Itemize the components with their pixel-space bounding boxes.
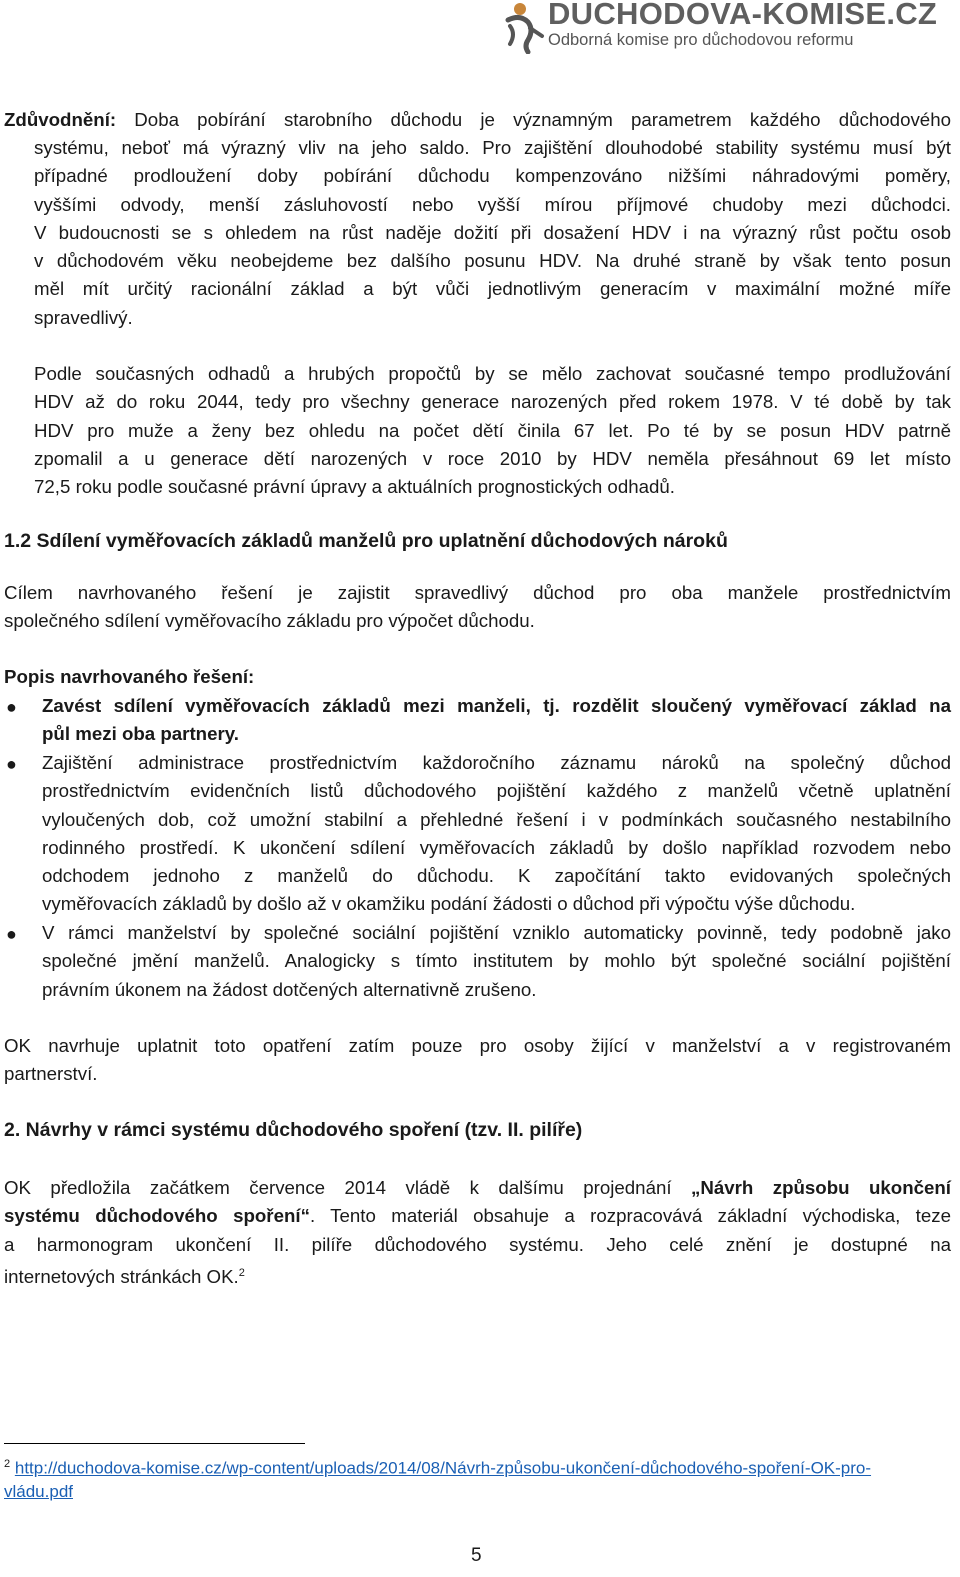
text-line: odchodem jednoho z manželů do důchodu. K započítání takto evidovaných společných [42, 865, 951, 887]
text-line: OK navrhuje uplatnit toto opatření zatím pouze pro osoby žijící v manželství a v registrovaném [4, 1035, 951, 1056]
text-line: rodinného prostředí. K ukončení sdílení vyměřovacích základů by došlo například rozvodem nebo [42, 836, 951, 858]
section-2-heading: 2. Návrhy v rámci systému důchodového spoření (tzv. II. pilíře) [4, 1119, 583, 1141]
text-line: prostřednictvím evidenčních listů důchodového pojištění každého z manželů včetně uplatnění [42, 780, 951, 802]
text-line: systému, neboť má výrazný vliv na jeho saldo. Pro zajištění dlouhodobé stability systému musí být [34, 137, 951, 158]
goal-paragraph [4, 579, 951, 636]
text-line: partnerství. [4, 1063, 98, 1085]
text-line: vyměřovacích základů by došlo až v okamžiku podání žádosti o důchod při výpočtu výše důchodu. [42, 893, 856, 915]
site-logo [498, 0, 938, 60]
text-line: vyššími odvody, menší zásluhovostí nebo vyšší mírou příjmové chudoby mezi důchodci. [34, 193, 951, 215]
bullet-icon: ● [6, 754, 17, 774]
page-number: 5 [471, 1545, 482, 1566]
logo-title: DUCHODOVA-KOMISE.CZ [548, 0, 938, 31]
text-line: spravedlivý. [34, 306, 133, 328]
bullet-item-3 [42, 919, 951, 1004]
logo-figure-icon [498, 0, 546, 54]
text-line: měl mít určitý racionální základ a být vůči jednotlivým generacím v maximální možné míře [34, 278, 951, 300]
reasoning-paragraph [4, 106, 951, 134]
text-line: společné jmění manželů. Analogicky s tímto institutem by mohlo být společné sociální pojištění [42, 950, 951, 972]
text-line: HDV až do roku 2044, tedy pro všechny generace narozených před rokem 1978. V té době by tak [34, 391, 951, 413]
text-line: internetových stránkách OK.$^2$ [4, 1266, 245, 1288]
ok-proposal-paragraph [4, 1032, 951, 1089]
text-line: Zajištění administrace prostřednictvím každoročního záznamu nároků na společný důchod [42, 752, 951, 773]
text-line: systému důchodového spoření“. Tento materiál obsahuje a rozpracovává základní východiska, teze [4, 1205, 951, 1227]
footnote-divider [4, 1443, 305, 1444]
footnote-link[interactable]: http://duchodova-komise.cz/wp-content/uploads/2014/08/Návrh-způsobu-ukončení-důchodového-spoření-OK-pro- vládu.pdf [4, 1458, 872, 1501]
text-line: 72,5 roku podle současné právní úpravy a aktuálních prognostických odhadů. [34, 476, 675, 498]
bullet-icon: ● [6, 697, 17, 717]
reasoning-label: Zdůvodnění: [4, 109, 117, 130]
text-line: Podle současných odhadů a hrubých propočtů by se mělo zachovat současné tempo prodlužování [34, 363, 951, 384]
bullet-item-1 [42, 692, 951, 749]
text-line: HDV pro muže a ženy bez ohledu na počet dětí činila 67 let. Po té by se posun HDV patrně [34, 419, 951, 441]
text-line: společného sdílení vyměřovacího základu pro výpočet důchodu. [4, 610, 535, 632]
text-line: V budoucnosti se s ohledem na růst naděje dožití při dosažení HDV i na výrazný růst počtu osob [34, 221, 951, 243]
text-line: zpomalil a u generace dětí narozených v roce 2010 by HDV neměla přesáhnout 69 let místo [34, 447, 951, 469]
text-line: v důchodovém věku neobejdeme bez dalšího posunu HDV. Na druhé straně by však tento posun [34, 250, 951, 272]
text-line: vyloučených dob, což umožní stabilní a přehledné řešení i v podmínkách současného nestabilního [42, 808, 951, 830]
footnote [4, 1453, 871, 1503]
section-2-paragraph [4, 1174, 951, 1291]
section-1-2-heading: 1.2 Sdílení vyměřovacích základů manželů pro uplatnění důchodových nároků [4, 530, 728, 552]
text-line: půl mezi oba partnery. [42, 723, 239, 745]
reasoning-continuation [34, 134, 951, 332]
bullet-item-2 [42, 749, 951, 919]
text-line: V rámci manželství by společné sociální pojištění vzniklo automaticky povinně, tedy podobně jako [42, 922, 951, 943]
text-line: právním úkonem na žádost dotčených alternativně zrušeno. [42, 978, 537, 1000]
solution-label: Popis navrhovaného řešení: [4, 666, 255, 687]
text-line: Zavést sdílení vyměřovacích základů mezi manželi, tj. rozdělit sloučený vyměřovací základ na [42, 695, 951, 716]
text-line: a harmonogram ukončení II. pilíře důchodového systému. Jeho celé znění je dostupné na [4, 1233, 951, 1255]
bullet-icon: ● [6, 924, 17, 944]
text-line: Cílem navrhovaného řešení je zajistit spravedlivý důchod pro oba manžele prostřednictvím [4, 582, 951, 603]
footnote-number: 2 [4, 1458, 11, 1470]
text-line: případné prodloužení doby pobírání důchodu kompenzováno nižšími náhradovými poměry, [34, 165, 951, 187]
text-line: OK předložila začátkem července 2014 vládě k dalšímu projednání „Návrh způsobu ukončení [4, 1177, 951, 1198]
text-line: Zdůvodnění: Doba pobírání starobního důchodu je významným parametrem každého důchodového [4, 109, 951, 130]
footnote-ref: 2 [238, 1266, 245, 1279]
logo-subtitle: Odborná komise pro důchodovou reformu [548, 31, 854, 49]
estimate-paragraph [34, 360, 951, 501]
